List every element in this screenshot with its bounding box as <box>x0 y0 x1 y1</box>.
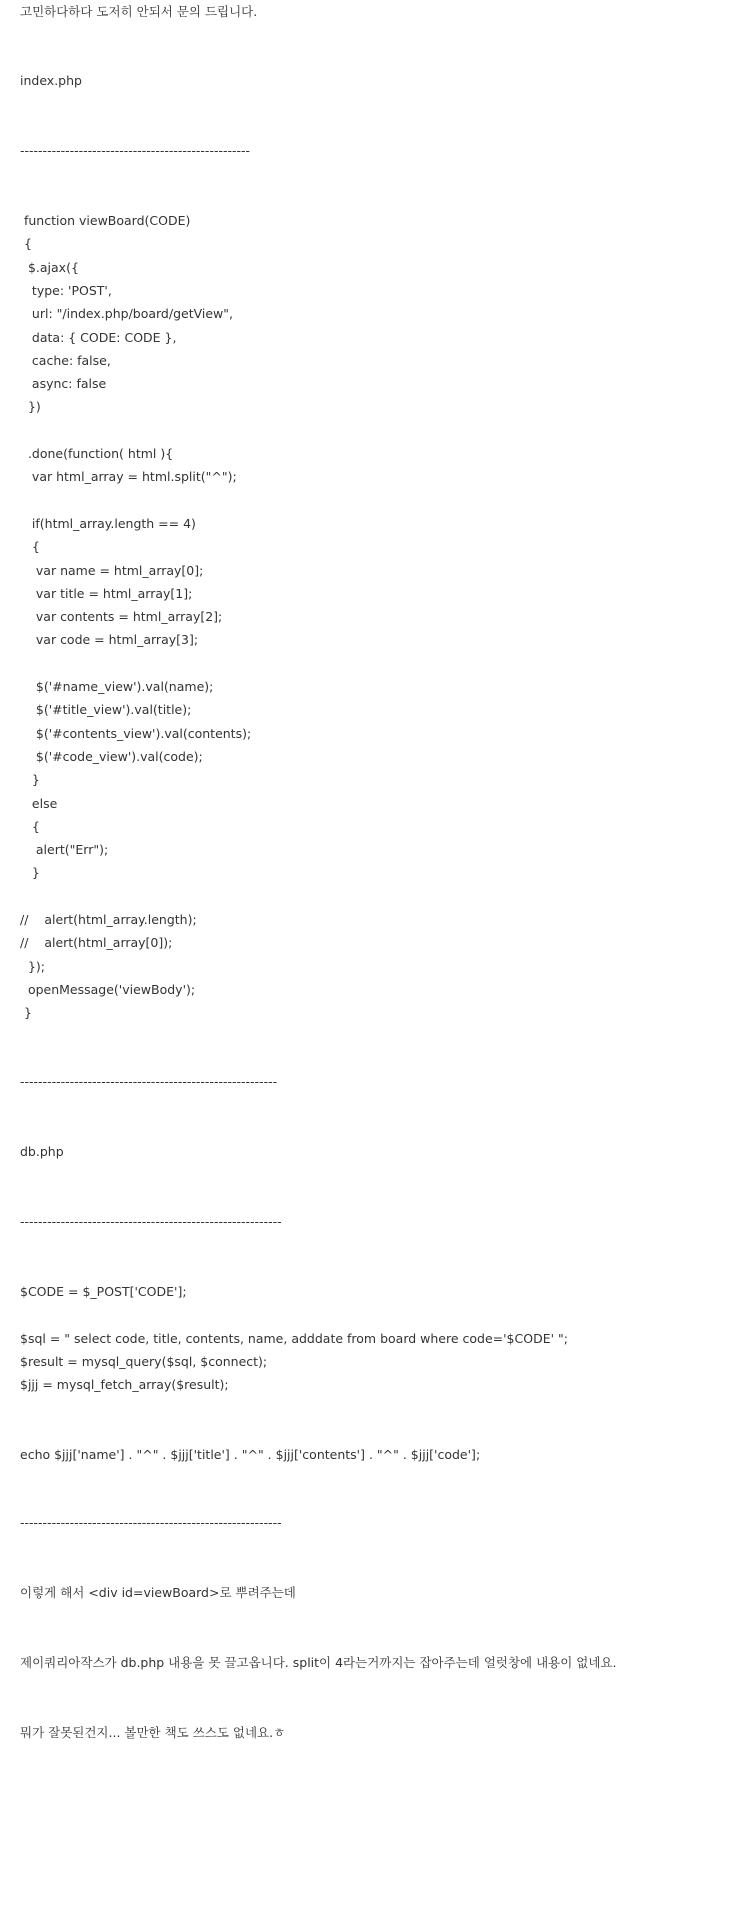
code-line: var name = html_array[0]; <box>20 562 204 578</box>
code-line: // alert(html_array.length); <box>20 912 197 927</box>
code-line: type: 'POST', <box>20 282 112 298</box>
code-line: openMessage('viewBody'); <box>20 981 196 997</box>
code-line: data: { CODE: CODE }, <box>20 329 177 345</box>
code-line: var code = html_array[3]; <box>20 632 199 648</box>
code-line: } <box>20 772 40 788</box>
code-line: var html_array = html.split("^"); <box>20 469 237 485</box>
body-paragraph: 이렇게 해서 <div id=viewBoard>로 뿌려주는데 <box>20 1585 296 1600</box>
code-line: $.ajax({ <box>20 259 79 275</box>
intro-text: 고민하다하다 도저히 안되서 문의 드립니다. <box>20 4 258 19</box>
code-line: }); <box>20 958 45 974</box>
code-line: { <box>20 539 40 555</box>
code-line: function viewBoard(CODE) <box>20 213 191 228</box>
code-line: cache: false, <box>20 352 111 368</box>
separator-line: --------------------------------------------------- <box>20 143 251 158</box>
code-line: $('#contents_view').val(contents); <box>20 725 252 741</box>
code-line: $jjj = mysql_fetch_array($result); <box>20 1377 229 1393</box>
code-line: $('#name_view').val(name); <box>20 679 214 694</box>
file-name-db: db.php <box>20 1144 64 1159</box>
code-line: $('#code_view').val(code); <box>20 748 203 764</box>
body-paragraph: 제이쿼리아작스가 db.php 내용을 못 끌고옵니다. split이 4라는거까지는 잡아주는데 얼럿창에 내용이 없네요. <box>20 1655 617 1670</box>
code-line: } <box>20 865 40 881</box>
code-line: var contents = html_array[2]; <box>20 609 223 625</box>
code-line: $sql = " select code, title, contents, name, adddate from board where code='$CODE' "; <box>20 1330 568 1346</box>
body-paragraph: 뭐가 잘못된건지... 볼만한 책도 쓰스도 없네요.ㅎ <box>20 1725 286 1740</box>
separator-line: --------------------------------------------------------- <box>20 1074 278 1089</box>
file-name-index: index.php <box>20 73 82 88</box>
separator-line: ---------------------------------------------------------- <box>20 1214 282 1229</box>
code-line: $('#title_view').val(title); <box>20 702 192 718</box>
code-line: } <box>20 1005 32 1021</box>
code-line: // alert(html_array[0]); <box>20 935 173 951</box>
code-line: url: "/index.php/board/getView", <box>20 306 233 322</box>
separator-line: ---------------------------------------------------------- <box>20 1515 282 1530</box>
code-line: { <box>20 818 40 834</box>
code-line: async: false <box>20 376 107 392</box>
code-line: echo $jjj['name'] . "^" . $jjj['title'] . "^" . $jjj['contents'] . "^" . $jjj['code']; <box>20 1447 481 1463</box>
code-line: var title = html_array[1]; <box>20 585 193 601</box>
code-line: { <box>20 236 32 252</box>
code-line: alert("Err"); <box>20 842 109 858</box>
code-line: $CODE = $_POST['CODE']; <box>20 1284 187 1299</box>
code-line: $result = mysql_query($sql, $connect); <box>20 1353 268 1369</box>
code-line: else <box>20 795 58 811</box>
code-line: }) <box>20 399 41 415</box>
code-line: if(html_array.length == 4) <box>20 515 196 531</box>
code-line: .done(function( html ){ <box>20 446 174 461</box>
